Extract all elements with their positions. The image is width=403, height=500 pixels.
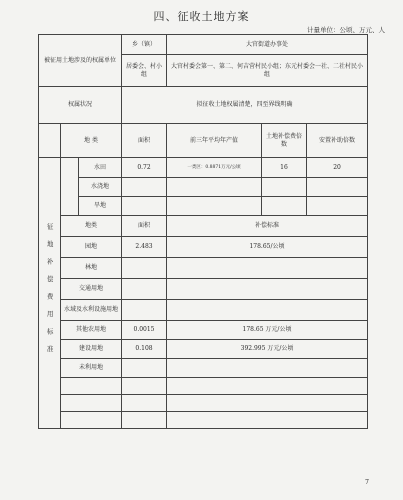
- farmland-type: 水浇地: [79, 178, 122, 197]
- blank-cell: [61, 378, 122, 395]
- other-land-type: 园地: [61, 237, 122, 258]
- side-label: 征地补偿费用标准: [39, 158, 61, 429]
- farmland-resettlement: [307, 178, 368, 197]
- other-land-type: 其他农用地: [61, 321, 122, 340]
- other-land-area: 0.108: [122, 340, 167, 359]
- other-land-type: 水域及水利设施用地: [61, 300, 122, 321]
- other-land-standard: [167, 300, 368, 321]
- other-land-row: [39, 258, 368, 279]
- ownership-label: 权属状况: [39, 87, 122, 124]
- page-title: 四、征收土地方案: [153, 10, 250, 23]
- farmland-resettlement: 20: [307, 158, 368, 178]
- village-label: 居委会、村小组: [122, 55, 167, 87]
- blank-cell: [167, 412, 368, 429]
- col-header-area: 面积: [122, 124, 167, 158]
- other-land-standard: [167, 359, 368, 378]
- other-land-row: [39, 359, 368, 378]
- blank-row: [39, 412, 368, 429]
- col-header-resettlement: 安置补助倍数: [307, 124, 368, 158]
- ownership-value: 拟征收土地权属清楚，四至界线明确: [122, 87, 368, 124]
- farmland-row: [39, 178, 368, 197]
- farmland-area: [122, 178, 167, 197]
- other-land-row: [39, 237, 368, 258]
- farmland-row: [39, 158, 368, 178]
- other-land-row: [39, 321, 368, 340]
- village-value: 大官村委会第一、第二、何吉营村民小组；东元村委会一社、二社村民小组: [167, 55, 368, 87]
- other-land-type: 交通用地: [61, 279, 122, 300]
- blank-cell: [122, 395, 167, 412]
- other-land-standard: 392.995 万元/公顷: [167, 340, 368, 359]
- blank-cell: [122, 412, 167, 429]
- col-header-avg-output: 前三年平均年产值: [167, 124, 262, 158]
- page-number: 7: [365, 479, 369, 486]
- owner-label: 被征用土地涉及的权属单位: [39, 35, 122, 87]
- town-label: 乡（镇）: [122, 35, 167, 55]
- other-land-row: [39, 300, 368, 321]
- comp-header-area: 面积: [122, 216, 167, 237]
- blank-row: [39, 378, 368, 395]
- blank-cell: [122, 378, 167, 395]
- farmland-resettlement: [307, 197, 368, 216]
- col-header-compensation: 土地补偿费倍数: [262, 124, 307, 158]
- farmland-avg-output: [167, 197, 262, 216]
- farmland-avg-output: 一类区：0.8871万元/公顷: [167, 158, 262, 178]
- blank-row: [39, 395, 368, 412]
- land-acquisition-table: [38, 34, 368, 429]
- farmland-type: 水田: [79, 158, 122, 178]
- col-header-type: 地 类: [61, 124, 122, 158]
- other-land-area: [122, 279, 167, 300]
- other-land-type: 未利用地: [61, 359, 122, 378]
- town-value: 大官街道办事处: [167, 35, 368, 55]
- other-land-standard: 178.65/公顷: [167, 237, 368, 258]
- farmland-row: [39, 197, 368, 216]
- other-land-area: [122, 258, 167, 279]
- farmland-area: 0.72: [122, 158, 167, 178]
- other-land-type: 林地: [61, 258, 122, 279]
- other-land-area: [122, 359, 167, 378]
- other-land-type: 建设用地: [61, 340, 122, 359]
- farmland-compensation: 16: [262, 158, 307, 178]
- comp-header-standard: 补偿标准: [167, 216, 368, 237]
- blank-cell: [167, 395, 368, 412]
- farmland-group-cell: [61, 158, 79, 216]
- other-land-area: [122, 300, 167, 321]
- farmland-area: [122, 197, 167, 216]
- other-land-row: [39, 340, 368, 359]
- blank-cell: [61, 412, 122, 429]
- other-land-row: [39, 279, 368, 300]
- farmland-compensation: [262, 197, 307, 216]
- farmland-compensation: [262, 178, 307, 197]
- blank-cell: [39, 124, 61, 158]
- blank-cell: [167, 378, 368, 395]
- unit-note: 计量单位：公顷、万元、人: [307, 26, 385, 34]
- blank-cell: [61, 395, 122, 412]
- comp-header-type: 地类: [61, 216, 122, 237]
- other-land-standard: [167, 279, 368, 300]
- other-land-standard: [167, 258, 368, 279]
- other-land-area: 0.0015: [122, 321, 167, 340]
- farmland-type: 旱地: [79, 197, 122, 216]
- other-land-area: 2.483: [122, 237, 167, 258]
- farmland-avg-output: [167, 178, 262, 197]
- other-land-standard: 178.65 万元/公顷: [167, 321, 368, 340]
